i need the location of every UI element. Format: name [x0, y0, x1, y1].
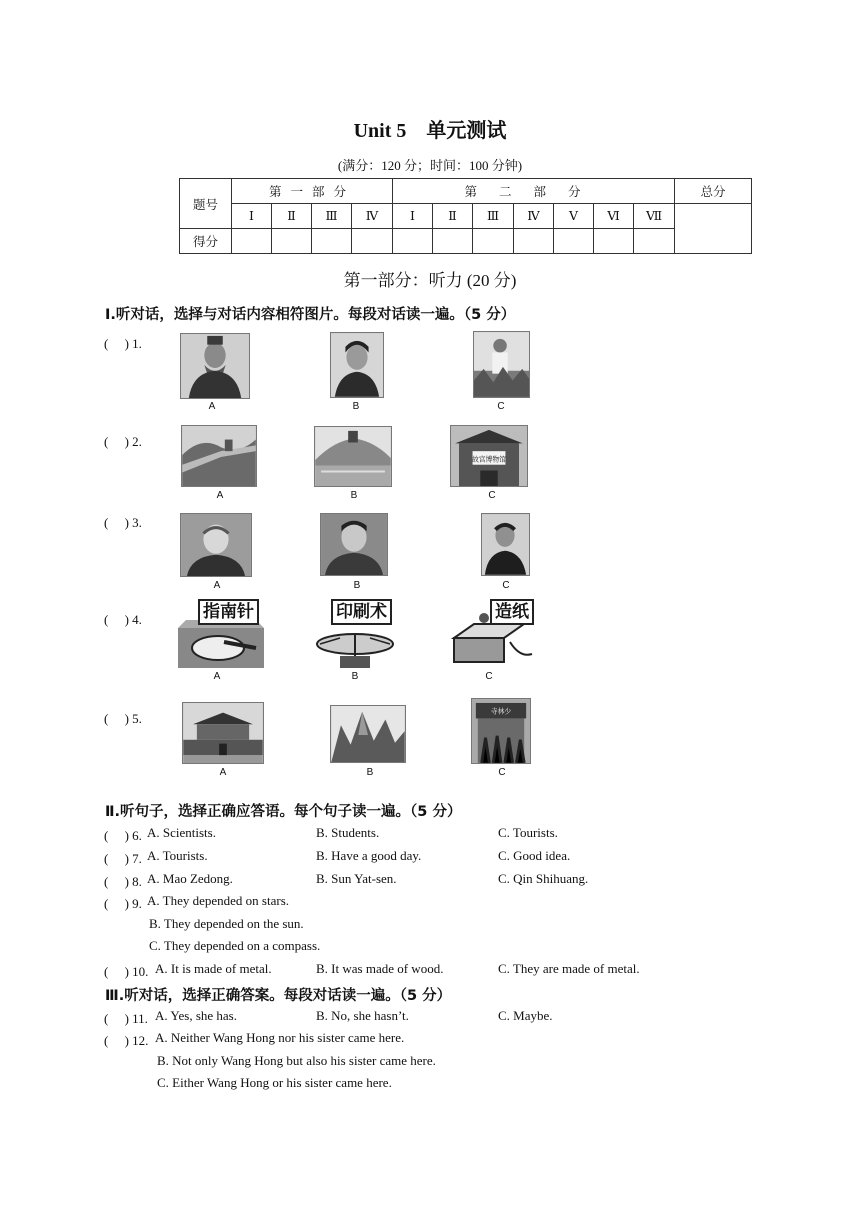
score-cell[interactable] [393, 229, 433, 254]
part2-col: Ⅲ [473, 204, 514, 229]
score-cell[interactable] [312, 229, 352, 254]
question-number: ( ) 5. [104, 711, 142, 726]
part1-title: 第一部分：听力 (20 分) [343, 271, 517, 290]
question-number: ( ) 1. [104, 336, 142, 351]
option-b[interactable]: B. Not only Wang Hong but also his sister came here. [157, 1053, 436, 1068]
palace-museum [450, 425, 528, 487]
part2-col: Ⅰ [393, 204, 433, 229]
temple-sign-text: 寺林少 [490, 707, 512, 716]
summer-palace [314, 426, 392, 487]
option-b[interactable]: B. It was made of wood. [316, 961, 444, 976]
option-label: C [498, 767, 506, 778]
exam-info: (满分：120 分；时间：100 分钟) [337, 158, 523, 173]
row-label-number: 题号 [180, 179, 232, 229]
option-label: A [213, 580, 221, 591]
option-label: B [366, 767, 374, 778]
option-b[interactable]: B. Sun Yat-sen. [316, 871, 397, 886]
score-cell[interactable] [473, 229, 514, 254]
score-table [179, 178, 752, 254]
option-label: A [208, 401, 216, 412]
question-number: ( ) 12. [104, 1033, 149, 1048]
option-label: A [213, 671, 221, 682]
score-cell[interactable] [634, 229, 675, 254]
option-label: B [350, 490, 358, 501]
part1-col: Ⅲ [312, 204, 352, 229]
question-number: ( ) 4. [104, 612, 142, 627]
part2-header: 第二部分 [393, 179, 675, 204]
question-number: ( ) 10. [104, 964, 149, 979]
question-number: ( ) 9. [104, 896, 142, 911]
score-cell[interactable] [433, 229, 473, 254]
option-b[interactable]: B. Students. [316, 825, 380, 840]
part1-header: 第一部分 [232, 179, 393, 204]
option-c[interactable]: C. They are made of metal. [498, 961, 640, 976]
option-a[interactable]: A. Mao Zedong. [147, 871, 233, 886]
option-b[interactable]: B. No, she hasn’t. [316, 1008, 409, 1023]
option-label: B [351, 671, 359, 682]
museum-sign-text: 故宫博物馆 [472, 455, 506, 464]
score-cell[interactable] [352, 229, 393, 254]
part2-col: Ⅶ [634, 204, 675, 229]
score-cell[interactable] [272, 229, 312, 254]
man-in-rice-field [473, 331, 530, 398]
part2-col: Ⅱ [433, 204, 473, 229]
question-number: ( ) 2. [104, 434, 142, 449]
part1-col: Ⅳ [352, 204, 393, 229]
score-cell[interactable] [594, 229, 634, 254]
option-a[interactable]: A. They depended on stars. [147, 893, 290, 908]
total-score-cell[interactable] [675, 204, 752, 254]
option-c[interactable]: C. Maybe. [498, 1008, 553, 1023]
option-label: C [502, 580, 510, 591]
option-label: A [219, 767, 227, 778]
portrait-of-woman [330, 332, 384, 398]
section1-heading: Ⅰ.听对话，选择与对话内容相符图片。每段对话读一遍。（5 分） [105, 307, 516, 323]
question-number: ( ) 3. [104, 515, 142, 530]
option-a[interactable]: A. Neither Wang Hong nor his sister came here. [155, 1030, 405, 1045]
great-wall [181, 425, 257, 487]
part2-col: Ⅳ [514, 204, 554, 229]
page-title: Unit 5 单元测试 [353, 120, 507, 142]
section2-heading: Ⅱ.听句子，选择正确应答语。每个句子读一遍。（5 分） [105, 804, 462, 820]
option-label: B [352, 401, 360, 412]
portrait-of-man-in-suit [481, 513, 530, 576]
score-cell[interactable] [514, 229, 554, 254]
part1-col: Ⅰ [232, 204, 272, 229]
compass-sign: 指南针 [198, 599, 259, 625]
question-number: ( ) 8. [104, 874, 142, 889]
option-b[interactable]: B. They depended on the sun. [149, 916, 304, 931]
portrait-of-ancient-sage [180, 333, 250, 399]
option-a[interactable]: A. Scientists. [147, 825, 216, 840]
option-c[interactable]: C. Good idea. [498, 848, 571, 863]
option-label: C [497, 401, 505, 412]
option-label: B [353, 580, 361, 591]
option-label: C [485, 671, 493, 682]
question-number: ( ) 6. [104, 828, 142, 843]
tiananmen [182, 702, 264, 764]
option-c[interactable]: C. Either Wang Hong or his sister came here. [157, 1075, 392, 1090]
option-c[interactable]: C. Qin Shihuang. [498, 871, 589, 886]
portrait-of-leader [320, 513, 388, 576]
part2-col: Ⅵ [594, 204, 634, 229]
section3-heading: Ⅲ.听对话，选择正确答案。每段对话读一遍。（5 分） [105, 988, 452, 1004]
option-a[interactable]: A. Tourists. [147, 848, 208, 863]
total-header: 总分 [675, 179, 752, 204]
part2-col: Ⅴ [554, 204, 594, 229]
score-cell[interactable] [554, 229, 594, 254]
papermaking-sign: 造纸 [490, 599, 534, 625]
row-label-score: 得分 [180, 229, 232, 254]
mountain [330, 705, 406, 763]
option-c[interactable]: C. Tourists. [498, 825, 558, 840]
option-a[interactable]: A. It is made of metal. [155, 961, 272, 976]
score-cell[interactable] [232, 229, 272, 254]
option-label: A [216, 490, 224, 501]
portrait-of-elderly-man [180, 513, 252, 577]
option-label: C [488, 490, 496, 501]
shaolin-temple [471, 698, 531, 764]
option-c[interactable]: C. They depended on a compass. [149, 938, 321, 953]
option-b[interactable]: B. Have a good day. [316, 848, 422, 863]
part1-col: Ⅱ [272, 204, 312, 229]
question-number: ( ) 11. [104, 1011, 148, 1026]
option-a[interactable]: A. Yes, she has. [155, 1008, 237, 1023]
printing-sign: 印刷术 [331, 599, 392, 625]
question-number: ( ) 7. [104, 851, 142, 866]
